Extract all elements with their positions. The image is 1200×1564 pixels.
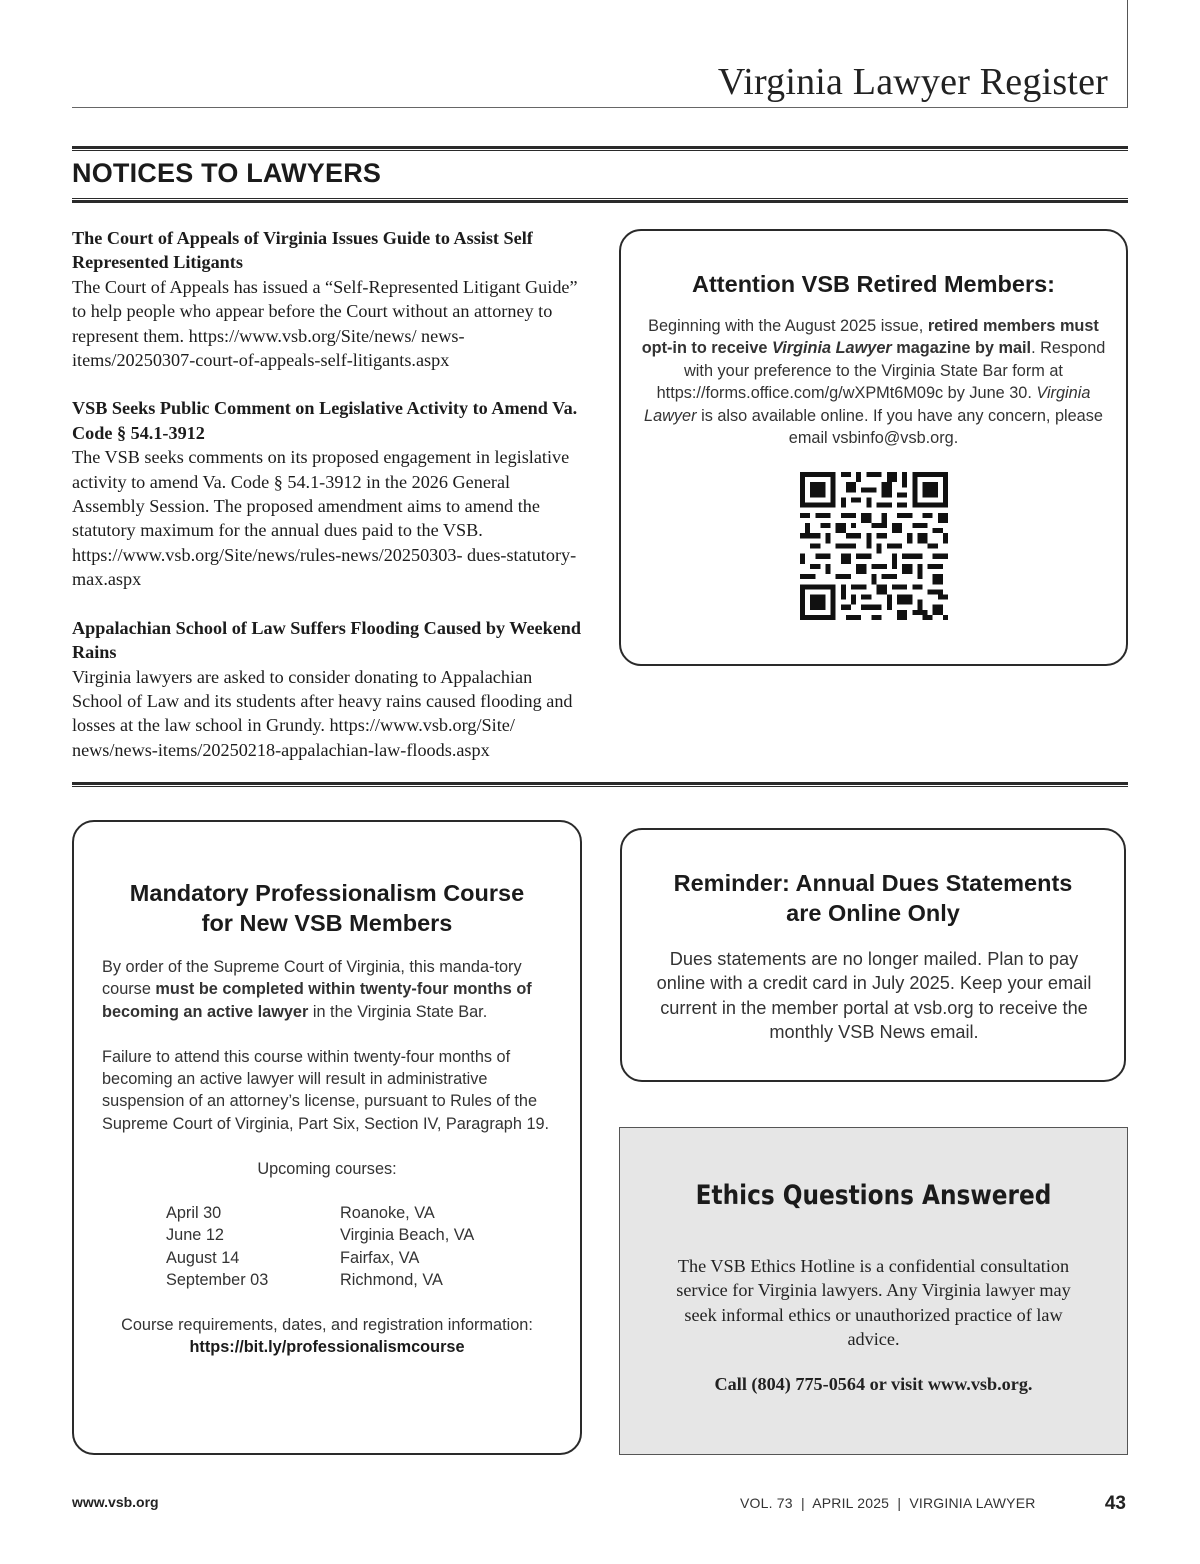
retired-bold-2: magazine by mail — [891, 339, 1032, 358]
course-location: Roanoke, VA — [340, 1204, 435, 1223]
course-location: Virginia Beach, VA — [340, 1226, 475, 1245]
retired-bold-1: retired members must opt-in to receive — [641, 317, 1099, 358]
notice-item — [72, 226, 584, 372]
course-info-text: Course requirements, dates, and registration information: — [121, 1315, 533, 1334]
ethics-box-title: Ethics Questions Answered — [695, 1180, 1052, 1211]
retired-bold-italic: Virginia Lawyer — [771, 339, 892, 358]
mandatory-box-body — [102, 956, 552, 1358]
notices-column — [72, 226, 584, 786]
retired-text-2: . Respond with your preference to the Virginia State Bar form at https://forms.office.com/g/wXPMt6M09c by June 30. — [656, 339, 1106, 403]
mandatory-paragraph: Failure to attend this course within twenty-four months of becoming an active lawyer will result in administrative suspension of an attorney’s license, pursuant to Rules of the Supreme Court of Virginia, Part Six, Section IV, Paragraph 19. — [102, 1047, 550, 1133]
dues-box-body: Dues statements are no longer mailed. Plan to pay online with a credit card in July 2025. Keep your email current in the member portal at vsb.org to receive the monthly VSB News email. — [656, 949, 1092, 1043]
notice-body: The Court of Appeals has issued a “Self-Represented Litigant Guide” to help people who appear before the Court without an attorney to represent them. https://www.vsb.org/Site/news/ news-items/20250307-court-of-appeals-self-litigants.aspx — [72, 276, 578, 371]
mandatory-p1-text: By order of the Supreme Court of Virginia, this manda-tory course — [102, 958, 522, 999]
section-rule-bottom — [72, 198, 1128, 203]
course-row — [166, 1247, 552, 1269]
course-row — [166, 1202, 552, 1224]
footer-issue-info: VOL. 73 | APRIL 2025 | VIRGINIA LAWYER — [740, 1495, 1036, 1511]
retired-text-3: is also available online. If you have any concern, please email vsbinfo@vsb.org. — [696, 406, 1103, 448]
retired-text-1: Beginning with the August 2025 issue, — [648, 317, 928, 335]
retired-box-title: Attention VSB Retired Members: — [692, 271, 1055, 297]
footer-website[interactable]: www.vsb.org — [72, 1494, 159, 1510]
mandatory-box-title — [74, 878, 580, 938]
qr-code-icon[interactable] — [800, 472, 948, 620]
course-location: Fairfax, VA — [340, 1248, 420, 1267]
course-row — [166, 1269, 552, 1291]
course-row — [166, 1224, 552, 1246]
mandatory-p1-text: in the Virginia State Bar. — [308, 1002, 488, 1021]
course-date: September 03 — [166, 1271, 269, 1290]
header-rule — [72, 107, 1128, 108]
upcoming-courses-label: Upcoming courses: — [257, 1159, 397, 1178]
notice-item — [72, 616, 584, 762]
ethics-box-body: The VSB Ethics Hotline is a confidential consultation service for Virginia lawyers. Any Virginia lawyer may seek informal ethics or unauthorized practice of law advice. — [676, 1256, 1071, 1350]
notice-heading: VSB Seeks Public Comment on Legislative Activity to Amend Va. Code § 54.1-3912 — [72, 398, 578, 443]
course-date: August 14 — [166, 1248, 240, 1267]
mandatory-title-line: for New VSB Members — [201, 910, 453, 936]
notice-body: Virginia lawyers are asked to consider donating to Appalachian School of Law and its students after heavy rains caused flooding and losses at the law school in Grundy. https://www.vsb.org/Site/ news/news-items/20250218-appalachian-law-floods.aspx — [72, 666, 573, 760]
dues-title-line: are Online Only — [786, 900, 960, 926]
section-divider-rule — [72, 782, 1128, 787]
course-list — [166, 1202, 552, 1292]
header-vertical-rule — [1127, 0, 1128, 108]
running-header-title: Virginia Lawyer Register — [717, 61, 1108, 103]
section-rule-top — [72, 146, 1128, 151]
dues-box-title — [622, 868, 1124, 928]
mandatory-course-box — [72, 820, 582, 1455]
ethics-call-to-action[interactable]: Call (804) 775-0564 or visit www.vsb.org. — [714, 1374, 1033, 1394]
retired-box-body — [639, 315, 1108, 449]
mandatory-p1-bold: must be completed within twenty-four months of becoming an active lawyer — [102, 980, 532, 1021]
course-info-footer — [102, 1314, 552, 1359]
notice-heading: The Court of Appeals of Virginia Issues Guide to Assist Self Represented Litigants — [72, 228, 533, 273]
dues-title-line: Reminder: Annual Dues Statements — [673, 870, 1073, 896]
retired-members-box — [619, 229, 1128, 666]
course-date: April 30 — [166, 1204, 222, 1223]
notice-item — [72, 396, 584, 591]
ethics-hotline-box — [619, 1127, 1128, 1455]
course-registration-link[interactable]: https://bit.ly/professionalismcourse — [189, 1338, 465, 1357]
mandatory-paragraph — [102, 956, 552, 1023]
notice-heading: Appalachian School of Law Suffers Flooding Caused by Weekend Rains — [72, 617, 582, 663]
section-title: NOTICES TO LAWYERS — [72, 158, 382, 188]
mandatory-title-line: Mandatory Professionalism Course — [129, 880, 525, 906]
notice-body: The VSB seeks comments on its proposed engagement in legislative activity to amend Va. Code § 54.1-3912 in the 2026 General Assembly Session. The proposed amendment aims to amend the statutory maximum for the annual dues paid to the VSB. https://www.vsb.org/Site/news/rules-news/20250303- dues-statutory-max.aspx — [72, 447, 577, 590]
course-location: Richmond, VA — [340, 1271, 443, 1290]
course-date: June 12 — [166, 1226, 224, 1245]
page-number: 43 — [1104, 1493, 1126, 1514]
dues-reminder-box — [620, 828, 1126, 1082]
retired-italic: Virginia Lawyer — [644, 384, 1091, 425]
